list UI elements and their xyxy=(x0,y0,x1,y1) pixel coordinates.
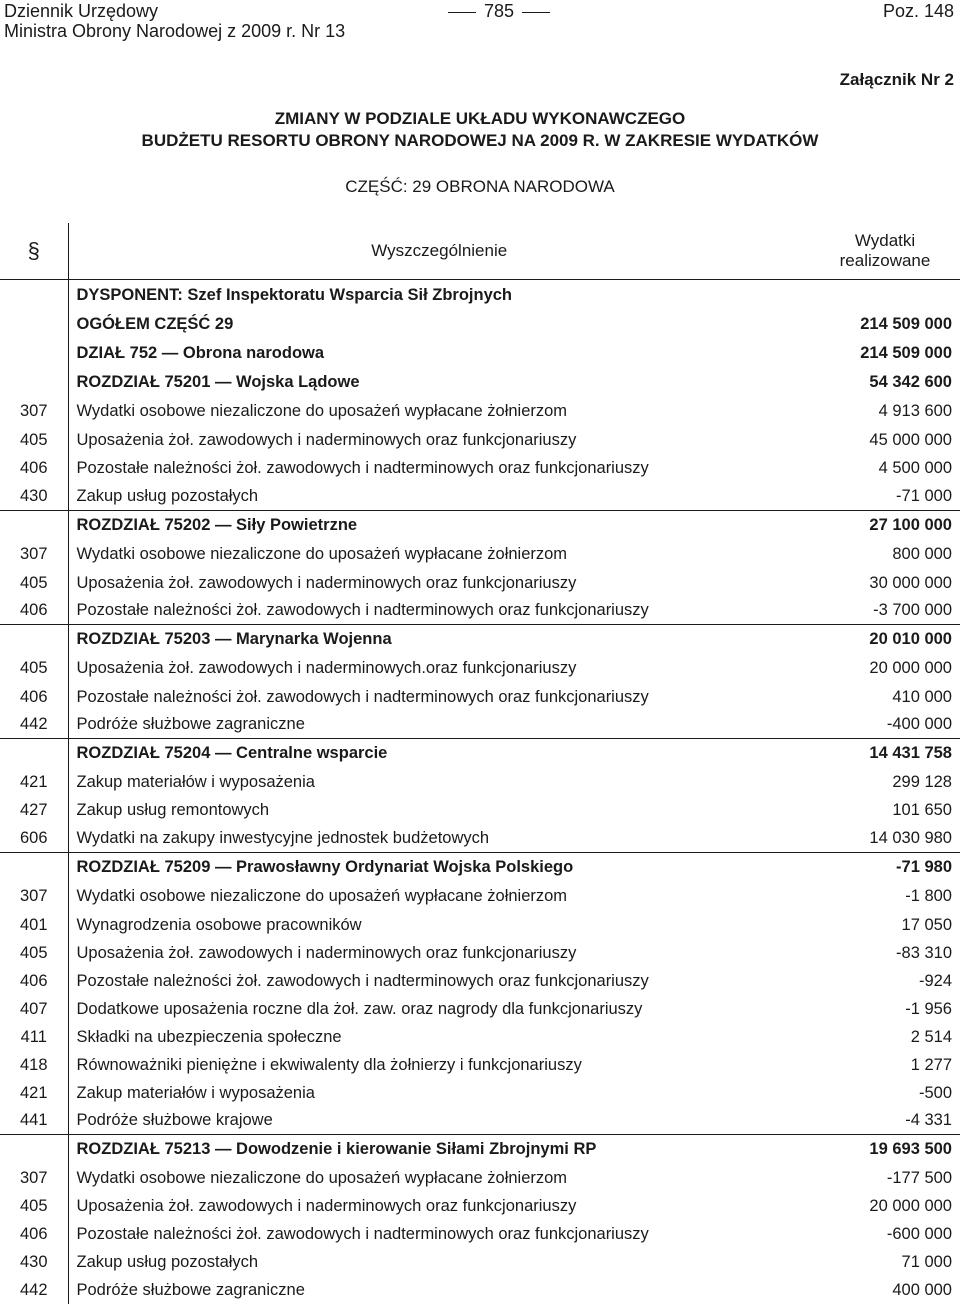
description-cell: Uposażenia żoł. zawodowych i naderminowych oraz funkcjonariuszy xyxy=(76,943,577,962)
column-header-description: Wyszczególnienie xyxy=(68,223,810,280)
description-cell: Podróże służbowe zagraniczne xyxy=(76,1280,305,1299)
description-cell: Zakup usług pozostałych xyxy=(76,486,259,505)
document-title-line-2: BUDŻETU RESORTU OBRONY NARODOWEJ NA 2009 R. W ZAKRESIE WYDATKÓW xyxy=(141,131,819,150)
table-row xyxy=(0,1248,960,1276)
amount-cell xyxy=(810,280,960,310)
section-row xyxy=(0,1135,960,1164)
paragraph-cell: 307 xyxy=(0,397,68,426)
section-row xyxy=(0,368,960,397)
section-row xyxy=(0,739,960,768)
paragraph-cell xyxy=(0,511,68,540)
paragraph-cell xyxy=(0,368,68,397)
table-row xyxy=(0,768,960,796)
description-cell: ROZDZIAŁ 75209 — Prawosławny Ordynariat Wojska Polskiego xyxy=(68,853,810,882)
paragraph-cell: 441 xyxy=(0,1107,68,1135)
position-number: Poz. 148 xyxy=(882,1,954,21)
table-row xyxy=(0,1107,960,1135)
expenditure-table xyxy=(0,223,960,1304)
amount-cell: -1 800 xyxy=(905,887,952,905)
amount-cell: -177 500 xyxy=(886,1168,952,1187)
document-title-line-1: ZMIANY W PODZIALE UKŁADU WYKONAWCZEGO xyxy=(274,109,686,128)
amount-cell: 1 277 xyxy=(910,1055,952,1074)
paragraph-cell: 406 xyxy=(0,967,68,995)
description-cell: Wydatki osobowe niezaliczone do uposażeń wypłacane żołnierzom xyxy=(76,402,568,420)
paragraph-cell: 430 xyxy=(0,482,68,511)
description-cell: ROZDZIAŁ 75203 — Marynarka Wojenna xyxy=(68,625,810,654)
table-row xyxy=(0,995,960,1023)
paragraph-cell: 405 xyxy=(0,1192,68,1220)
description-cell: Pozostałe należności żoł. zawodowych i nadterminowych oraz funkcjonariuszy xyxy=(76,687,649,706)
description-cell: ROZDZIAŁ 75204 — Centralne wsparcie xyxy=(68,739,810,768)
paragraph-cell: 442 xyxy=(0,711,68,739)
description-cell: Uposażenia żoł. zawodowych i naderminowych.oraz funkcjonariuszy xyxy=(76,659,577,677)
page-number xyxy=(440,1,558,21)
amount-cell: 400 000 xyxy=(892,1280,952,1299)
table-row xyxy=(0,397,960,426)
paragraph-cell xyxy=(0,853,68,882)
column-header-amount xyxy=(810,223,960,280)
paragraph-cell: 421 xyxy=(0,768,68,796)
amount-cell: -600 000 xyxy=(886,1224,952,1243)
table-row xyxy=(0,482,960,511)
description-cell: OGÓŁEM CZĘŚĆ 29 xyxy=(76,315,234,333)
amount-cell: 101 650 xyxy=(892,801,952,819)
description-cell: Podróże służbowe krajowe xyxy=(76,1111,273,1130)
description-cell: Dodatkowe uposażenia roczne dla żoł. zaw. oraz nagrody dla funkcjonariuszy xyxy=(76,999,643,1018)
description-cell: Pozostałe należności żoł. zawodowych i nadterminowych oraz funkcjonariuszy xyxy=(76,601,649,620)
table-row xyxy=(0,540,960,569)
paragraph-cell: 442 xyxy=(0,1276,68,1304)
amount-cell: 800 000 xyxy=(892,545,952,563)
table-row xyxy=(0,711,960,739)
paragraph-cell: 421 xyxy=(0,1079,68,1107)
table-row xyxy=(0,796,960,825)
amount-cell: 27 100 000 xyxy=(810,511,960,540)
amount-cell: 19 693 500 xyxy=(810,1135,960,1164)
description-cell: Uposażenia żoł. zawodowych i naderminowych oraz funkcjonariuszy xyxy=(76,430,577,449)
description-cell: DZIAŁ 752 — Obrona narodowa xyxy=(76,344,325,362)
description-cell: Zakup materiałów i wyposażenia xyxy=(76,772,315,791)
paragraph-cell xyxy=(0,739,68,768)
description-cell: Uposażenia żoł. zawodowych i naderminowych oraz funkcjonariuszy xyxy=(76,573,577,592)
paragraph-cell xyxy=(0,1135,68,1164)
description-cell: Wydatki osobowe niezaliczone do uposażeń wypłacane żołnierzom xyxy=(76,545,568,563)
paragraph-cell: 406 xyxy=(0,454,68,482)
table-row xyxy=(0,1079,960,1107)
paragraph-cell xyxy=(0,339,68,368)
amount-cell: 410 000 xyxy=(892,687,952,706)
table-row xyxy=(0,654,960,683)
column-header-paragraph: § xyxy=(0,223,68,280)
column-header-amount-line-2: realizowane xyxy=(839,251,931,270)
paragraph-cell: 418 xyxy=(0,1051,68,1079)
description-cell: Uposażenia żoł. zawodowych i naderminowych oraz funkcjonariuszy xyxy=(76,1196,577,1215)
description-cell: Pozostałe należności żoł. zawodowych i nadterminowych oraz funkcjonariuszy xyxy=(76,971,649,990)
description-cell: Wynagrodzenia osobowe pracowników xyxy=(76,915,362,934)
table-row xyxy=(0,911,960,939)
ministry-issue: Ministra Obrony Narodowej z 2009 r. Nr 13 xyxy=(4,21,346,41)
amount-cell: 30 000 000 xyxy=(869,573,952,592)
section-row xyxy=(0,511,960,540)
paragraph-cell: 406 xyxy=(0,683,68,711)
paragraph-cell: 307 xyxy=(0,540,68,569)
table-row xyxy=(0,1164,960,1192)
description-cell: ROZDZIAŁ 75201 — Wojska Lądowe xyxy=(76,373,360,391)
paragraph-cell: 405 xyxy=(0,569,68,597)
amount-cell: -4 331 xyxy=(905,1111,952,1130)
paragraph-cell: 405 xyxy=(0,426,68,454)
annex-label: Załącznik Nr 2 xyxy=(839,70,954,89)
amount-cell: 71 000 xyxy=(901,1252,952,1271)
paragraph-cell: 406 xyxy=(0,1220,68,1248)
paragraph-cell: 401 xyxy=(0,911,68,939)
description-cell: ROZDZIAŁ 75202 — Siły Powietrzne xyxy=(68,511,810,540)
table-row xyxy=(0,683,960,711)
description-cell: Składki na ubezpieczenia społeczne xyxy=(76,1027,342,1046)
amount-cell: -3 700 000 xyxy=(873,601,952,620)
amount-cell: 214 509 000 xyxy=(860,344,952,362)
section-row xyxy=(0,339,960,368)
amount-cell: -400 000 xyxy=(886,715,952,734)
table-row xyxy=(0,1220,960,1248)
section-row xyxy=(0,310,960,339)
table-row xyxy=(0,825,960,853)
table-row xyxy=(0,569,960,597)
paragraph-cell: 405 xyxy=(0,654,68,683)
paragraph-cell: 405 xyxy=(0,939,68,967)
amount-cell: 20 000 000 xyxy=(869,659,952,677)
table-row xyxy=(0,1276,960,1304)
description-cell: Pozostałe należności żoł. zawodowych i nadterminowych oraz funkcjonariuszy xyxy=(76,1224,649,1243)
table-body xyxy=(0,280,960,1304)
description-cell: Wydatki osobowe niezaliczone do uposażeń wypłacane żołnierzom xyxy=(76,887,568,905)
amount-cell: 299 128 xyxy=(892,772,952,791)
section-row xyxy=(0,280,960,310)
paragraph-cell: 427 xyxy=(0,796,68,825)
description-cell: Podróże służbowe zagraniczne xyxy=(76,715,305,734)
amount-cell: 20 000 000 xyxy=(869,1196,952,1215)
description-cell: Zakup usług pozostałych xyxy=(76,1252,259,1271)
description-cell: Wydatki na zakupy inwestycyjne jednostek budżetowych xyxy=(76,829,490,848)
page-header xyxy=(0,0,960,44)
page-number-value: 785 xyxy=(484,1,515,21)
description-cell: ROZDZIAŁ 75213 — Dowodzenie i kierowanie Siłami Zbrojnymi RP xyxy=(68,1135,810,1164)
section-row xyxy=(0,853,960,882)
description-cell: Pozostałe należności żoł. zawodowych i nadterminowych oraz funkcjonariuszy xyxy=(76,458,649,477)
table-row xyxy=(0,597,960,625)
description-cell: Równoważniki pieniężne i ekwiwalenty dla żołnierzy i funkcjonariuszy xyxy=(76,1055,582,1074)
paragraph-cell: 430 xyxy=(0,1248,68,1276)
paragraph-cell: 307 xyxy=(0,1164,68,1192)
amount-cell: -924 xyxy=(918,971,952,990)
table-row xyxy=(0,1051,960,1079)
amount-cell: -71 000 xyxy=(896,486,952,505)
paragraph-cell: 307 xyxy=(0,882,68,911)
amount-cell: 45 000 000 xyxy=(869,430,952,449)
paragraph-cell xyxy=(0,625,68,654)
amount-cell: 20 010 000 xyxy=(810,625,960,654)
paragraph-cell: 406 xyxy=(0,597,68,625)
amount-cell: -83 310 xyxy=(896,943,952,962)
section-row xyxy=(0,625,960,654)
journal-name: Dziennik Urzędowy xyxy=(4,1,159,21)
amount-cell: -500 xyxy=(918,1083,952,1102)
table-row xyxy=(0,882,960,911)
paragraph-cell: 411 xyxy=(0,1023,68,1051)
description-cell: Zakup usług remontowych xyxy=(76,801,270,819)
amount-cell: -1 956 xyxy=(905,999,952,1018)
amount-cell: -71 980 xyxy=(810,853,960,882)
paragraph-cell xyxy=(0,310,68,339)
table-row xyxy=(0,1023,960,1051)
amount-cell: 214 509 000 xyxy=(860,315,952,333)
budget-part-heading: CZĘŚĆ: 29 OBRONA NARODOWA xyxy=(345,177,615,196)
description-cell: Zakup materiałów i wyposażenia xyxy=(76,1083,315,1102)
table-row xyxy=(0,426,960,454)
table-row xyxy=(0,1192,960,1220)
table-row xyxy=(0,939,960,967)
amount-cell: 14 030 980 xyxy=(869,829,952,848)
paragraph-cell: 407 xyxy=(0,995,68,1023)
amount-cell: 14 431 758 xyxy=(810,739,960,768)
description-cell: DYSPONENT: Szef Inspektoratu Wsparcia Sił Zbrojnych xyxy=(76,285,513,304)
paragraph-cell: 606 xyxy=(0,825,68,853)
amount-cell: 2 514 xyxy=(910,1027,952,1046)
description-cell: Wydatki osobowe niezaliczone do uposażeń wypłacane żołnierzom xyxy=(76,1168,568,1187)
paragraph-cell xyxy=(0,280,68,310)
table-row xyxy=(0,454,960,482)
amount-cell: 54 342 600 xyxy=(869,373,952,391)
amount-cell: 4 500 000 xyxy=(878,458,952,477)
column-header-amount-line-1: Wydatki xyxy=(854,231,916,250)
amount-cell: 17 050 xyxy=(901,915,952,934)
amount-cell: 4 913 600 xyxy=(878,402,952,420)
table-header-row xyxy=(0,223,960,280)
table-row xyxy=(0,967,960,995)
